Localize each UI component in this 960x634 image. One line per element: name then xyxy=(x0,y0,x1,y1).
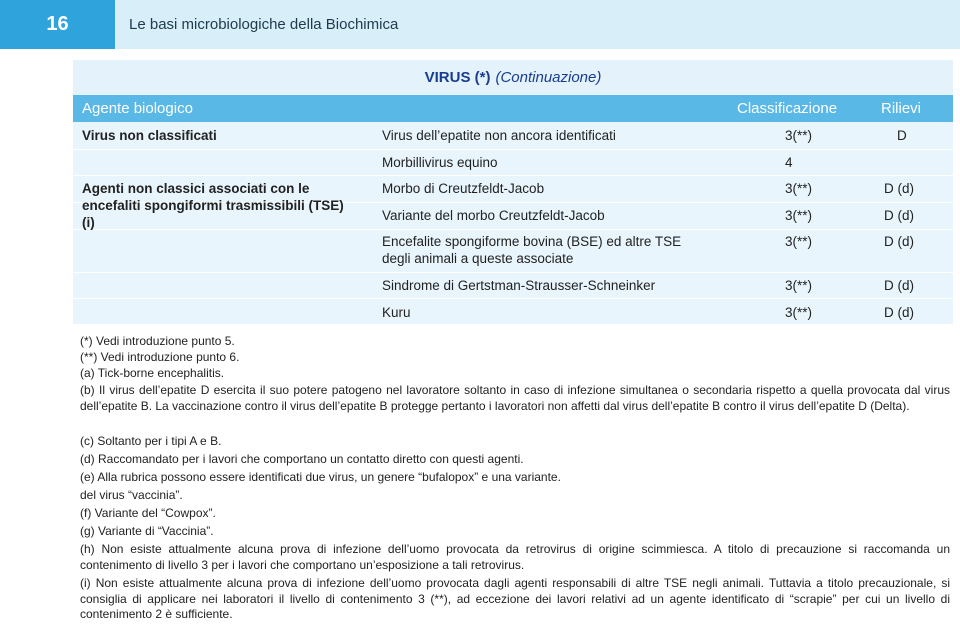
agent-name: Morbillivirus equino xyxy=(382,155,498,170)
footnote: (h) Non esiste attualmente alcuna prova di infezione dell’uomo provocata da retrovirus di origine scimmiesca. A titolo di precauzione si raccomanda un contenimento di livello 3 per i lavori che comportano un’esposizione a tali retrovirus. xyxy=(80,542,950,572)
agent-group-label: Agenti non classici associati con le encefaliti spongiformi trasmissibili (TSE) (i) xyxy=(82,181,344,230)
classification-value: 3(**) xyxy=(785,208,813,223)
page-number: 16 xyxy=(0,0,115,49)
notes-value: D (d) xyxy=(884,181,914,196)
table-title-continuation: (Continuazione) xyxy=(495,69,602,86)
footnote: (g) Variante di “Vaccinia”. xyxy=(80,524,214,538)
footnote: del virus “vaccinia”. xyxy=(80,488,183,502)
table-title-main: VIRUS (*) xyxy=(424,69,491,86)
row-divider xyxy=(73,149,953,150)
classification-value: 3(**) xyxy=(785,181,813,196)
classification-value: 3(**) xyxy=(785,278,813,293)
row-divider xyxy=(73,175,953,176)
footnote: (e) Alla rubrica possono essere identificati due virus, un genere “bufalopox” e una variante. xyxy=(80,470,561,484)
running-title: Le basi microbiologiche della Biochimica xyxy=(115,0,960,49)
col-header-classification: Classificazione xyxy=(737,100,838,117)
agent-group-label: Virus non classificati xyxy=(82,128,217,143)
notes-value: D (d) xyxy=(884,305,914,320)
table-title xyxy=(73,60,953,95)
row-divider xyxy=(73,298,953,299)
col-header-agent: Agente biologico xyxy=(82,100,193,117)
row-divider xyxy=(73,272,953,273)
agent-name: Morbo di Creutzfeldt-Jacob xyxy=(382,181,545,196)
footnote: (a) Tick-borne encephalitis. xyxy=(80,366,225,380)
footnote: (c) Soltanto per i tipi A e B. xyxy=(80,434,222,448)
agent-name: Sindrome di Gertstman-Strausser-Schneinker xyxy=(382,278,656,293)
agent-name: Kuru xyxy=(382,305,411,320)
agent-name: Variante del morbo Creutzfeldt-Jacob xyxy=(382,208,605,223)
notes-value: D (d) xyxy=(884,208,914,223)
agent-name: Virus dell’epatite non ancora identificati xyxy=(382,128,616,143)
classification-value: 3(**) xyxy=(785,305,813,320)
classification-value: 3(**) xyxy=(785,234,813,249)
col-header-notes: Rilievi xyxy=(881,100,922,117)
footnote: (*) Vedi introduzione punto 5. xyxy=(80,334,235,348)
table-header xyxy=(73,95,953,122)
footnote: (d) Raccomandato per i lavori che comportano un contatto diretto con questi agenti. xyxy=(80,452,524,466)
footnote: (f) Variante del “Cowpox”. xyxy=(80,506,216,520)
classification-value: 3(**) xyxy=(785,128,813,143)
footnote: (i) Non esiste attualmente alcuna prova di infezione dell’uomo provocata dagli agenti responsabili di altre TSE negli animali. Tuttavia a titolo precauzionale, si consiglia di applicare nei laboratori il livello di contenimento 3 (**), ad eccezione dei lavori relativi ad un agente identificato di “scrapie” per cui un livello di contenimento 2 è sufficiente. xyxy=(80,576,950,621)
classification-value: 4 xyxy=(785,155,793,170)
footnote: (b) Il virus dell’epatite D esercita il suo potere patogeno nel lavoratore soltanto in caso di infezione simultanea o secondaria rispetto a quella provocata dal virus dell’epatite B. La vaccinazione contro il virus dell’epatite B protegge pertanto i lavoratori non affetti dal virus dell’epatite B contro il virus dell’epatite D (Delta). xyxy=(80,383,950,413)
agent-name: Encefalite spongiforme bovina (BSE) ed altre TSE degli animali a queste associate xyxy=(382,234,682,266)
notes-value: D xyxy=(897,128,907,143)
footnote: (**) Vedi introduzione punto 6. xyxy=(80,350,240,364)
notes-value: D (d) xyxy=(884,278,914,293)
notes-value: D (d) xyxy=(884,234,914,249)
